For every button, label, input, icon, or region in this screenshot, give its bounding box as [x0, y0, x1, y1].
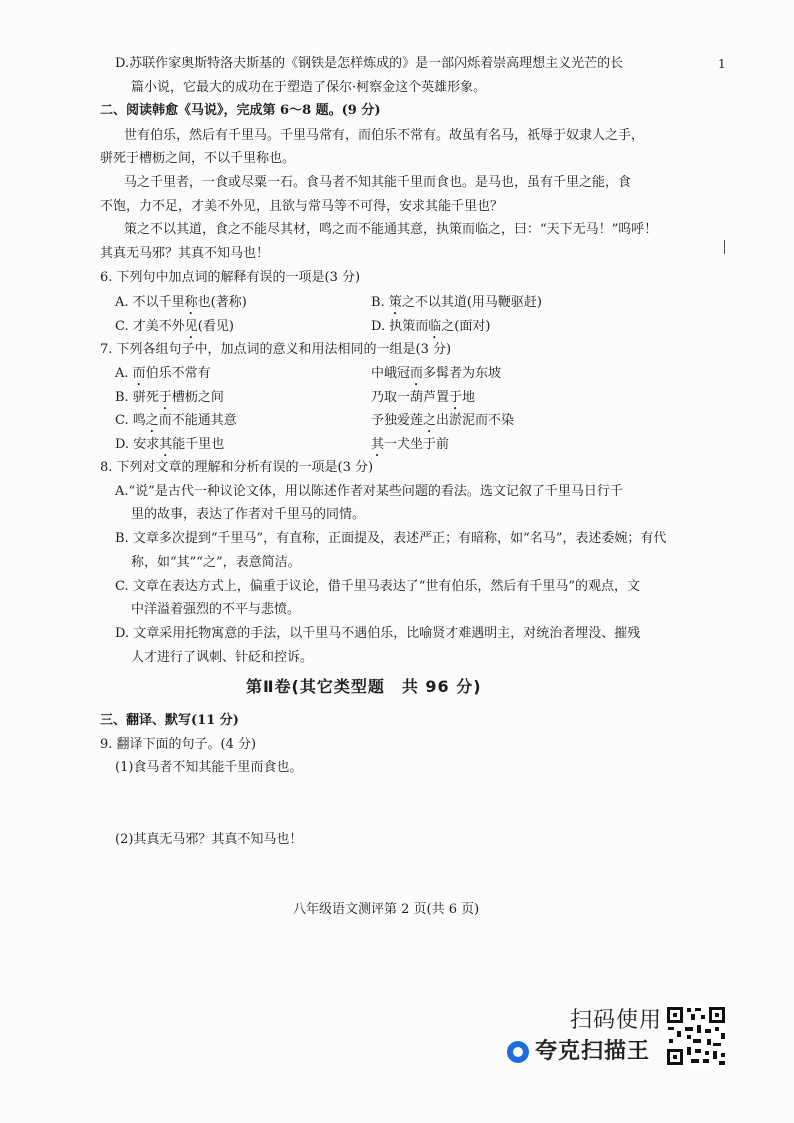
- q8-option-a-line2: 里的故事，表达了作者对千里马的同情。: [131, 507, 366, 522]
- scan-to-use-text: 扫码使用: [570, 1008, 663, 1033]
- q7-option-a-right: 中峨冠而多髯者为东坡: [371, 366, 502, 381]
- scanner-brand: [507, 1041, 650, 1063]
- section2-heading: 二、阅读韩愈《马说》，完成第 6～8 题。(9 分): [100, 103, 381, 118]
- q8-option-a-line1: A.“说”是古代一种议论文体，用以陈述作者对某些问题的看法。选文记叙了千里马日行千: [115, 484, 623, 499]
- passage-p2-line1: 马之千里者，一食或尽粟一石。食马者不知其能千里而食也。是马也，虽有千里之能，食: [124, 175, 632, 190]
- q6-option-b: B. 策之不以其道(用马鞭驱赶): [371, 295, 542, 310]
- scanner-brand-name: 夸克扫描王: [535, 1039, 651, 1064]
- page-footer: 八年级语文测评第 2 页(共 6 页): [293, 902, 480, 917]
- q7-option-c-left: C. 鸣之而不能通其意: [115, 413, 237, 428]
- part2-title: 第Ⅱ卷(其它类型题 共 96 分): [246, 677, 482, 696]
- q7-stem: 7. 下列各组句子中，加点词的意义和用法相同的一组是(3 分): [100, 342, 452, 357]
- passage-p3-line2: 其真无马邪？其真不知马也！: [100, 246, 270, 261]
- q8-option-b-line1: B. 文章多次提到“千里马”，有直称，正面提及，表述严正；有暗称，如“名马”，表述委婉；有代: [115, 531, 667, 546]
- q7-option-b-left: B. 骈死于槽枥之间: [115, 390, 224, 405]
- q7-option-a-left: A. 而伯乐不常有: [115, 366, 211, 381]
- q9-sentence-2: (2)其真无马邪？其真不知马也！: [115, 832, 303, 847]
- q8-option-b-line2: 称，如“其”“之”，表意简洁。: [131, 555, 301, 570]
- passage-p1-line2: 骈死于槽枥之间，不以千里称也。: [100, 151, 296, 166]
- q7-option-c-right: 予独爱莲之出淤泥而不染: [371, 413, 515, 428]
- q6-option-d: D. 执策而临之(面对): [371, 319, 491, 334]
- q7-option-b-right: 乃取一葫芦置于地: [371, 390, 476, 405]
- q7-option-d-right: 其一犬坐于前: [371, 437, 450, 452]
- q9-sentence-1: (1)食马者不知其能千里而食也。: [115, 760, 303, 775]
- q6-option-a: A. 不以千里称也(著称): [115, 295, 247, 310]
- passage-p3-line1: 策之不以其道，食之不能尽其材，鸣之而不能通其意，执策而临之，曰：“天下无马！”呜呼！: [124, 222, 658, 237]
- q9-stem: 9. 翻译下面的句子。(4 分): [100, 737, 257, 752]
- page-margin-number: 1: [718, 57, 726, 71]
- q6-option-c: C. 才美不外见(看见): [115, 319, 234, 334]
- q5-option-d-line2: 篇小说，它最大的成功在于塑造了保尔·柯察金这个英雄形象。: [131, 80, 487, 95]
- q8-stem: 8. 下列对文章的理解和分析有误的一项是(3 分): [100, 460, 374, 475]
- q7-option-d-left: D. 安求其能千里也: [115, 437, 225, 452]
- scanner-logo-icon: [507, 1041, 529, 1063]
- qr-code-icon: [665, 1005, 727, 1067]
- q8-option-c-line1: C. 文章在表达方式上，偏重于议论，借千里马表达了“世有伯乐，然后有千里马”的观点，文: [115, 579, 641, 594]
- margin-mark: [724, 240, 725, 254]
- q8-option-d-line2: 人才进行了讽刺、针砭和控诉。: [131, 650, 314, 665]
- section3-heading: 三、翻译、默写(11 分): [100, 713, 239, 728]
- q8-option-d-line1: D. 文章采用托物寓意的手法，以千里马不遇伯乐，比喻贤才难遇明主，对统治者埋没、摧残: [115, 626, 641, 641]
- q6-stem: 6. 下列句中加点词的解释有误的一项是(3 分): [100, 270, 361, 285]
- q5-option-d-line1: D.苏联作家奥斯特洛夫斯基的《钢铁是怎样炼成的》是一部闪烁着崇高理想主义光芒的长: [115, 56, 624, 71]
- passage-p2-line2: 不饱，力不足，才美不外见，且欲与常马等不可得，安求其能千里也？: [100, 199, 504, 214]
- q8-option-c-line2: 中洋溢着强烈的不平与悲愤。: [131, 602, 301, 617]
- passage-p1-line1: 世有伯乐，然后有千里马。千里马常有，而伯乐不常有。故虽有名马，祇辱于奴隶人之手，: [124, 128, 645, 143]
